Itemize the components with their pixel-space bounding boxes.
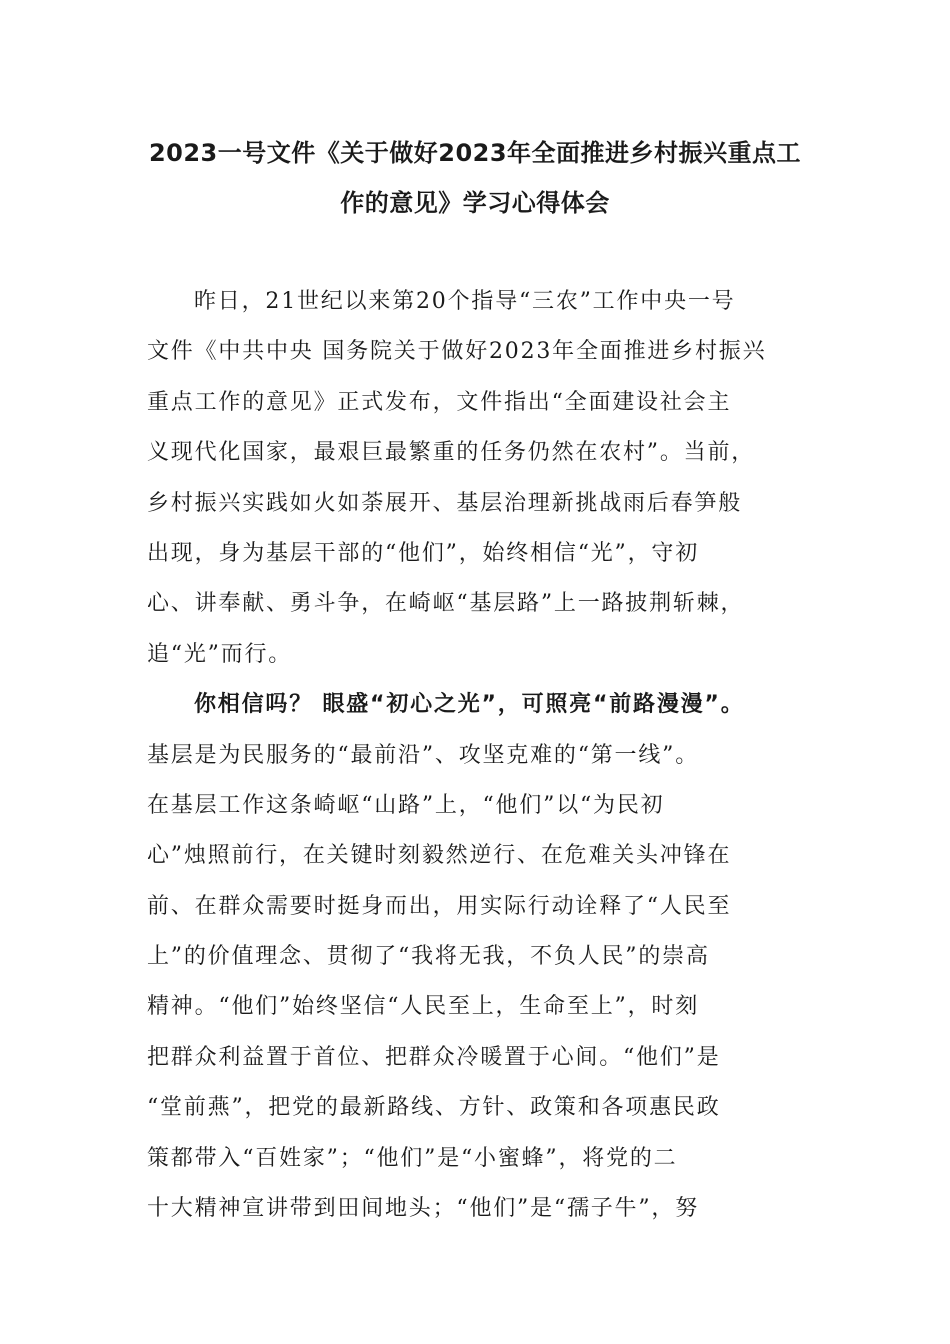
title-line-2: 作的意见》学习心得体会 <box>340 189 610 217</box>
paragraph-line: 乡村振兴实践如火如荼展开、基层治理新挑战雨后春笋般 <box>147 490 743 516</box>
paragraph-line: 上”的价值理念、贯彻了“我将无我，不负人民”的崇高 <box>147 944 710 970</box>
paragraph-line: 前、在群众需要时挺身而出，用实际行动诠释了“人民至 <box>147 893 732 919</box>
paragraph-line: 把群众利益置于首位、把群众冷暖置于心间。“他们”是 <box>147 1044 721 1070</box>
paragraph-1 <box>147 277 847 680</box>
paragraph-line: 心、讲奉献、勇斗争，在崎岖“基层路”上一路披荆斩棘， <box>147 591 745 617</box>
paragraph-line: 出现，身为基层干部的“他们”，始终相信“光”，守初 <box>147 540 699 566</box>
document-title <box>120 128 830 228</box>
paragraph-line: 文件《中共中央 国务院关于做好2023年全面推进乡村振兴 <box>147 339 767 365</box>
paragraph-line: 策都带入“百姓家”；“他们”是“小蜜蜂”，将党的二 <box>147 1145 678 1171</box>
paragraph-2 <box>147 680 847 1234</box>
paragraph-line: 在基层工作这条崎岖“山路”上，“他们”以“为民初 <box>147 792 665 818</box>
paragraph-line: 基层是为民服务的“最前沿”、攻坚克难的“第一线”。 <box>147 742 699 768</box>
paragraph-line: 义现代化国家，最艰巨最繁重的任务仍然在农村”。当前， <box>147 440 756 466</box>
title-line-1: 2023一号文件《关于做好2023年全面推进乡村振兴重点工 <box>148 139 802 167</box>
paragraph-line: 重点工作的意见》正式发布，文件指出“全面建设社会主 <box>147 389 732 415</box>
paragraph-line: 心”烛照前行，在关键时刻毅然逆行、在危难关头冲锋在 <box>147 843 732 869</box>
section-heading: 你相信吗？ 眼盛“初心之光”，可照亮“前路漫漫”。 <box>194 692 745 718</box>
paragraph-line: 追“光”而行。 <box>147 641 293 667</box>
paragraph-line: “堂前燕”，把党的最新路线、方针、政策和各项惠民政 <box>147 1095 721 1121</box>
document-body <box>147 277 847 1234</box>
paragraph-line: 十大精神宣讲带到田间地头；“他们”是“孺子牛”，努 <box>147 1196 699 1222</box>
paragraph-line: 昨日，21世纪以来第20个指导“三农”工作中央一号 <box>194 289 736 314</box>
paragraph-line: 精神。“他们”始终坚信“人民至上，生命至上”，时刻 <box>147 994 699 1020</box>
